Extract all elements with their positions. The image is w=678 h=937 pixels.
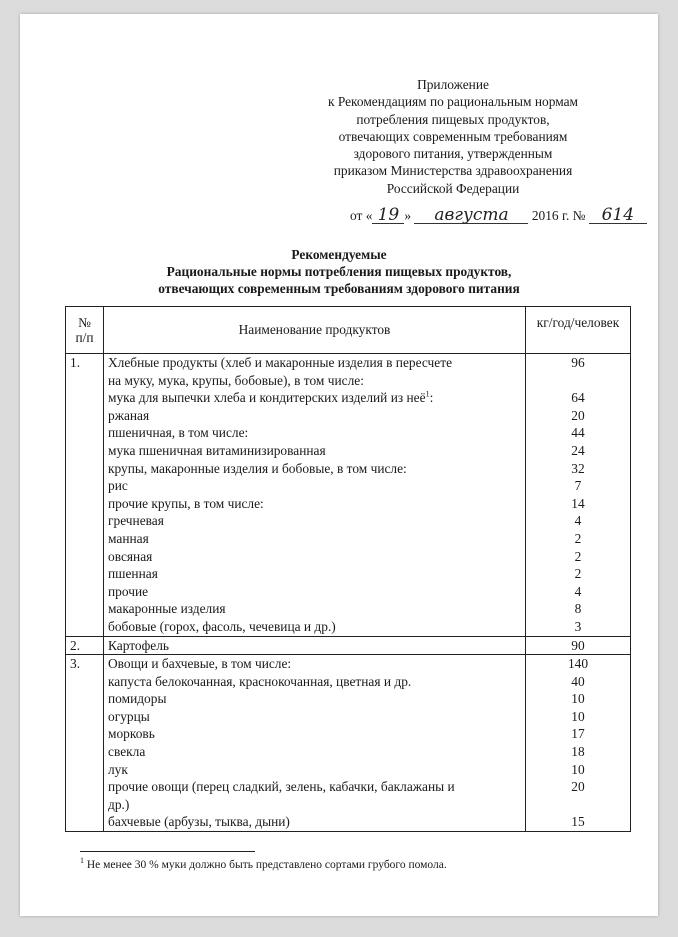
handwritten-order-number: 614 [589,207,647,224]
product-name: овсяная [108,548,153,564]
table-row [66,354,631,637]
footnote-divider [80,851,255,852]
column-header-number-text: № п/п [75,315,94,345]
norms-table [65,306,631,832]
title-line-2: Рациональные нормы потребления пищевых продуктов, [166,264,512,279]
norm-value: 40 [571,673,585,689]
product-name: рис [108,478,128,494]
product-name: капуста белокочанная, краснокочанная, цветная и др. [108,673,412,689]
table-row [66,636,631,655]
row-number: 1. [66,354,104,637]
product-name: пшеничная, в том числе: [108,425,249,441]
row-number: 3. [66,655,104,832]
appendix-line: Российской Федерации [386,180,520,196]
norm-value: 7 [574,478,582,494]
column-header-name: Наименование продкуктов [104,307,526,354]
norm-value: 2 [574,530,582,546]
product-name: лук [108,761,128,777]
product-names-cell [104,655,526,832]
norm-value: 44 [571,425,585,441]
footnote-reference: 1 [425,389,430,399]
values-cell [526,636,631,655]
product-name: Картофель [108,637,169,653]
norm-value: 4 [574,513,582,529]
product-name: др.) [108,796,130,812]
appendix-line: Приложение [417,77,489,92]
product-name: мука пшеничная витаминизированная [108,442,326,458]
norm-value: 18 [571,744,585,760]
product-name: макаронные изделия [108,601,226,617]
table-body [66,354,631,832]
date-prefix: от « [350,208,373,223]
norm-value: 10 [571,761,585,777]
norm-value: 90 [571,637,585,653]
product-name: прочие крупы, в том числе: [108,495,264,511]
product-name: пшенная [108,566,158,582]
norm-value: 10 [571,708,585,724]
title-line-1: Рекомендуемые [291,247,387,262]
footnote [80,856,447,871]
norm-value: 2 [574,548,582,564]
norm-value: 10 [571,691,585,707]
title-line-3: отвечающих современным требованиям здорового питания [158,281,520,296]
norm-value [526,372,630,390]
column-header-number [66,307,104,354]
norm-value: 140 [567,656,589,672]
norm-value: 14 [571,495,585,511]
document-page [20,14,658,916]
product-name: Хлебные продукты (хлеб и макаронные изделия в пересчете [108,355,453,370]
footnote-text: Не менее 30 % муки должно быть представлено сортами грубого помола. [84,859,447,871]
norm-value: 2 [574,566,582,582]
appendix-line: потребления пищевых продуктов, [356,111,550,127]
product-name: бахчевые (арбузы, тыква, дыни) [108,814,290,830]
appendix-line: здорового питания, утвержденным [353,146,553,162]
product-name: огурцы [108,708,150,724]
norm-value: 32 [571,460,585,476]
product-name: Овощи и бахчевые, в том числе: [108,656,292,672]
norm-value: 24 [571,442,585,458]
norm-value: 4 [574,583,582,599]
handwritten-month: августа [414,207,528,224]
day-suffix: » [404,208,412,223]
norm-value: 96 [571,355,585,370]
product-names-cell [104,354,526,637]
year-text: 2016 г. № [531,208,586,223]
footnote-reference-suffix: : [429,390,434,406]
handwritten-day: 19 [372,207,404,224]
norm-value: 20 [571,407,585,423]
product-name: манная [108,530,149,546]
order-date-line [350,207,647,224]
column-header-unit: кг/год/человек [526,307,631,354]
table-header-row [66,307,631,354]
norm-value: 64 [571,390,585,406]
product-name: бобовые (горох, фасоль, чечевица и др.) [108,618,336,634]
product-name: ржаная [108,407,150,423]
values-cell [526,354,631,637]
product-name: морковь [108,726,155,742]
norm-value: 17 [571,726,585,742]
appendix-header [288,76,618,197]
product-name: свекла [108,744,146,760]
product-name: на муку, мука, крупы, бобовые), в том числе: [108,372,364,388]
appendix-line: приказом Министерства здравоохранения [333,163,573,179]
norm-value: 8 [574,601,582,617]
norm-value: 15 [571,814,585,830]
appendix-line: к Рекомендациям по рациональным нормам [327,94,578,110]
norm-value: 3 [574,618,582,634]
product-name: помидоры [108,691,167,707]
table-row [66,655,631,832]
norm-value [526,796,630,814]
document-title [20,246,658,297]
product-name: крупы, макаронные изделия и бобовые, в том числе: [108,460,407,476]
product-names-cell [104,636,526,655]
appendix-line: отвечающих современным требованиям [338,128,568,144]
footnote-mark: 1 [80,856,84,866]
product-name: прочие овощи (перец сладкий, зелень, кабачки, баклажаны и [108,779,455,795]
product-name-with-footnote [108,389,525,407]
row-number: 2. [66,636,104,655]
norm-value: 20 [571,779,585,795]
product-name: гречневая [108,513,164,529]
values-cell [526,655,631,832]
product-name: мука для выпечки хлеба и кондитерских изделий из неё [108,390,426,406]
product-name: прочие [108,583,149,599]
